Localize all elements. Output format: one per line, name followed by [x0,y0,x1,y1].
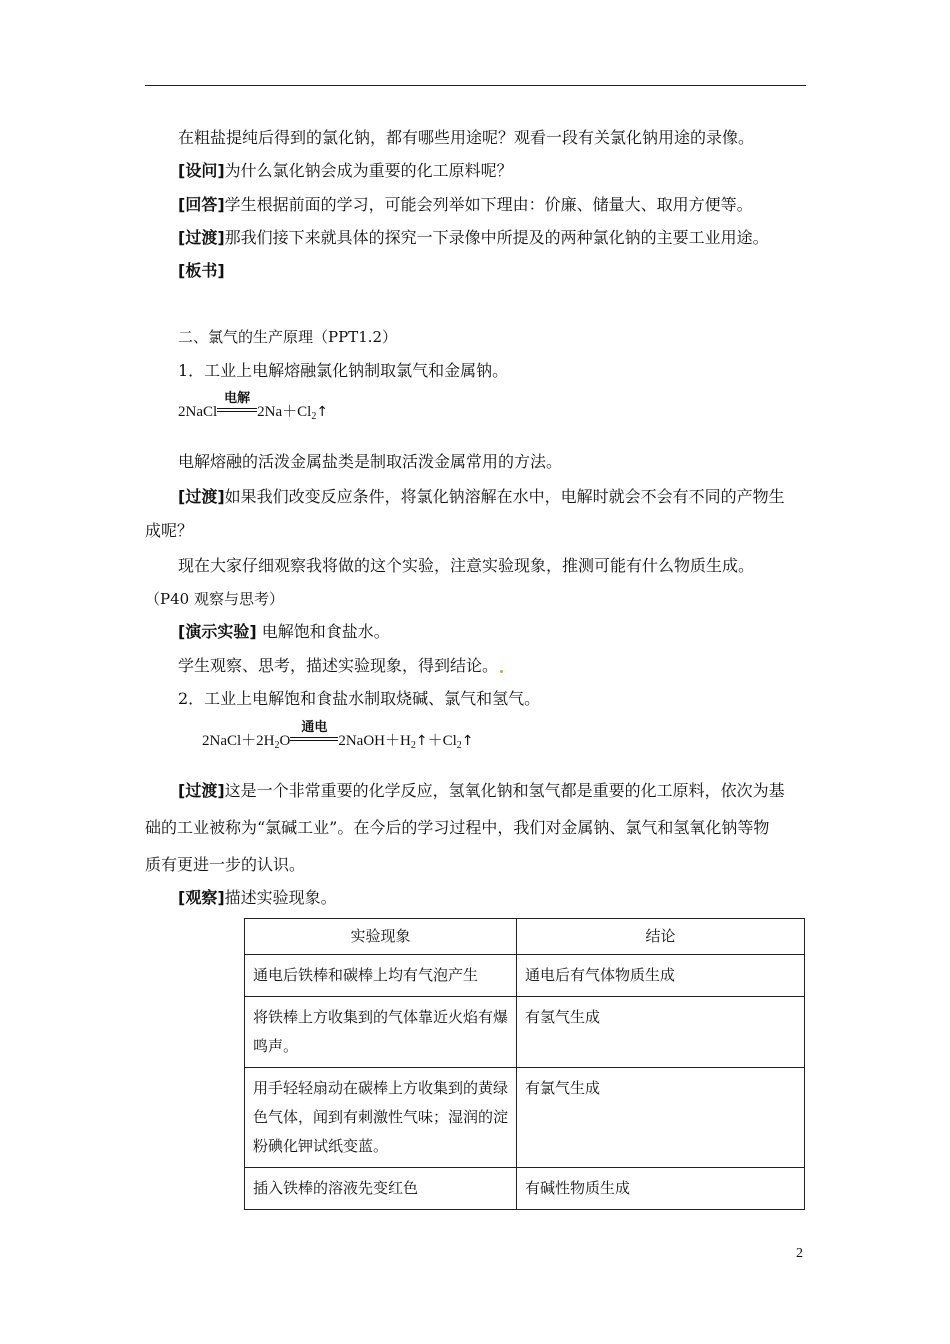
paragraph-nacl-uses: 在粗盐提纯后得到的氯化钠，都有哪些用途呢？观看一段有关氯化钠用途的录像。 [178,128,755,147]
paragraph-observation: [观察]描述实验现象。 [178,888,337,907]
paragraph-question: [设问]为什么氯化钠会成为重要的化工原料呢？ [178,161,513,180]
table-cell: 将铁棒上方收集到的气体靠近火焰有爆鸣声。 [245,997,517,1068]
table-cell: 有氯气生成 [517,1068,805,1168]
table-header-row [245,919,805,955]
tag-answer: [回答] [178,195,225,214]
paragraph-demo-experiment: [演示实验] 电解饱和食盐水。 [178,622,390,641]
table-row [245,955,805,997]
table-cell: 通电后铁棒和碳棒上均有气泡产生 [245,955,517,997]
paragraph-transition-2a: [过渡]如果我们改变反应条件，将氯化钠溶解在水中，电解时就会不会有不同的产物生 [178,487,785,506]
item-2: 2．工业上电解饱和食盐水制取烧碱、氯气和氢气。 [178,689,541,708]
paragraph-transition-1: [过渡]那我们接下来就具体的探究一下录像中所提及的两种氯化钠的主要工业用途。 [178,228,769,247]
paragraph-students-observe: 学生观察、思考，描述实验现象，得到结论。 [178,656,503,676]
item-1: 1．工业上电解熔融氯化钠制取氯气和金属钠。 [178,361,509,380]
gas-arrow-icon: ↑ [415,733,428,749]
table-cell: 有氢气生成 [517,997,805,1068]
tag-question: [设问] [178,161,225,180]
observation-table [244,918,805,1210]
table-cell: 插入铁棒的溶液先变红色 [245,1168,517,1210]
section-heading-chlorine: 二、氯气的生产原理（PPT1.2） [178,328,398,346]
condition-electrolysis: 电解 [217,408,257,416]
equation-2: $2NaCl+2H_2O$ 通电 $2NaOH+H_2↑+Cl_2↑$ [202,720,474,751]
table-cell: 通电后有气体物质生成 [517,955,805,997]
table-cell: 用手轻轻扇动在碳棒上方收集到的黄绿色气体，闻到有刺激性气味；湿润的淀粉碘化钾试纸变蓝。 [245,1068,517,1168]
page-number: 2 [796,1246,803,1261]
paragraph-electrolysis-method: 电解熔融的活泼金属盐类是制取活泼金属常用的方法。 [178,452,563,471]
equation-1: 2NaCl 电解 $2Na+Cl_2↑$ [178,391,329,422]
table-row [245,997,805,1068]
paragraph-observe-experiment: 现在大家仔细观察我将做的这个实验，注意实验现象，推测可能有什么物质生成。 [178,556,755,575]
tag-board: [板书] [178,261,225,280]
paragraph-transition-2b: 成呢？ [145,521,194,540]
paragraph-answer: [回答]学生根据前面的学习，可能会列举如下理由：价廉、储量大、取用方便等。 [178,195,753,214]
condition-energize: 通电 [290,737,338,745]
tag-transition: [过渡] [178,228,225,247]
paragraph-transition-3b: 础的工业被称为“氯碱工业”。在今后的学习过程中，我们对金属钠、氯气和氢氧化钠等物 [145,818,770,837]
table-row [245,1068,805,1168]
header-rule [145,85,806,86]
column-header-conclusion: 结论 [517,919,805,955]
paragraph-board [178,261,225,281]
gas-arrow-icon: ↑ [316,404,329,420]
paragraph-transition-3c: 质有更进一步的认识。 [145,855,306,874]
paragraph-p40-reference: （P40 观察与思考） [145,590,284,608]
annotation-dot [500,670,503,673]
table-row [245,1168,805,1210]
paragraph-transition-3a: [过渡]这是一个非常重要的化学反应，氢氧化钠和氢气都是重要的化工原料，依次为基 [178,781,785,800]
column-header-phenomenon: 实验现象 [245,919,517,955]
gas-arrow-icon: ↑ [461,733,474,749]
table-cell: 有碱性物质生成 [517,1168,805,1210]
